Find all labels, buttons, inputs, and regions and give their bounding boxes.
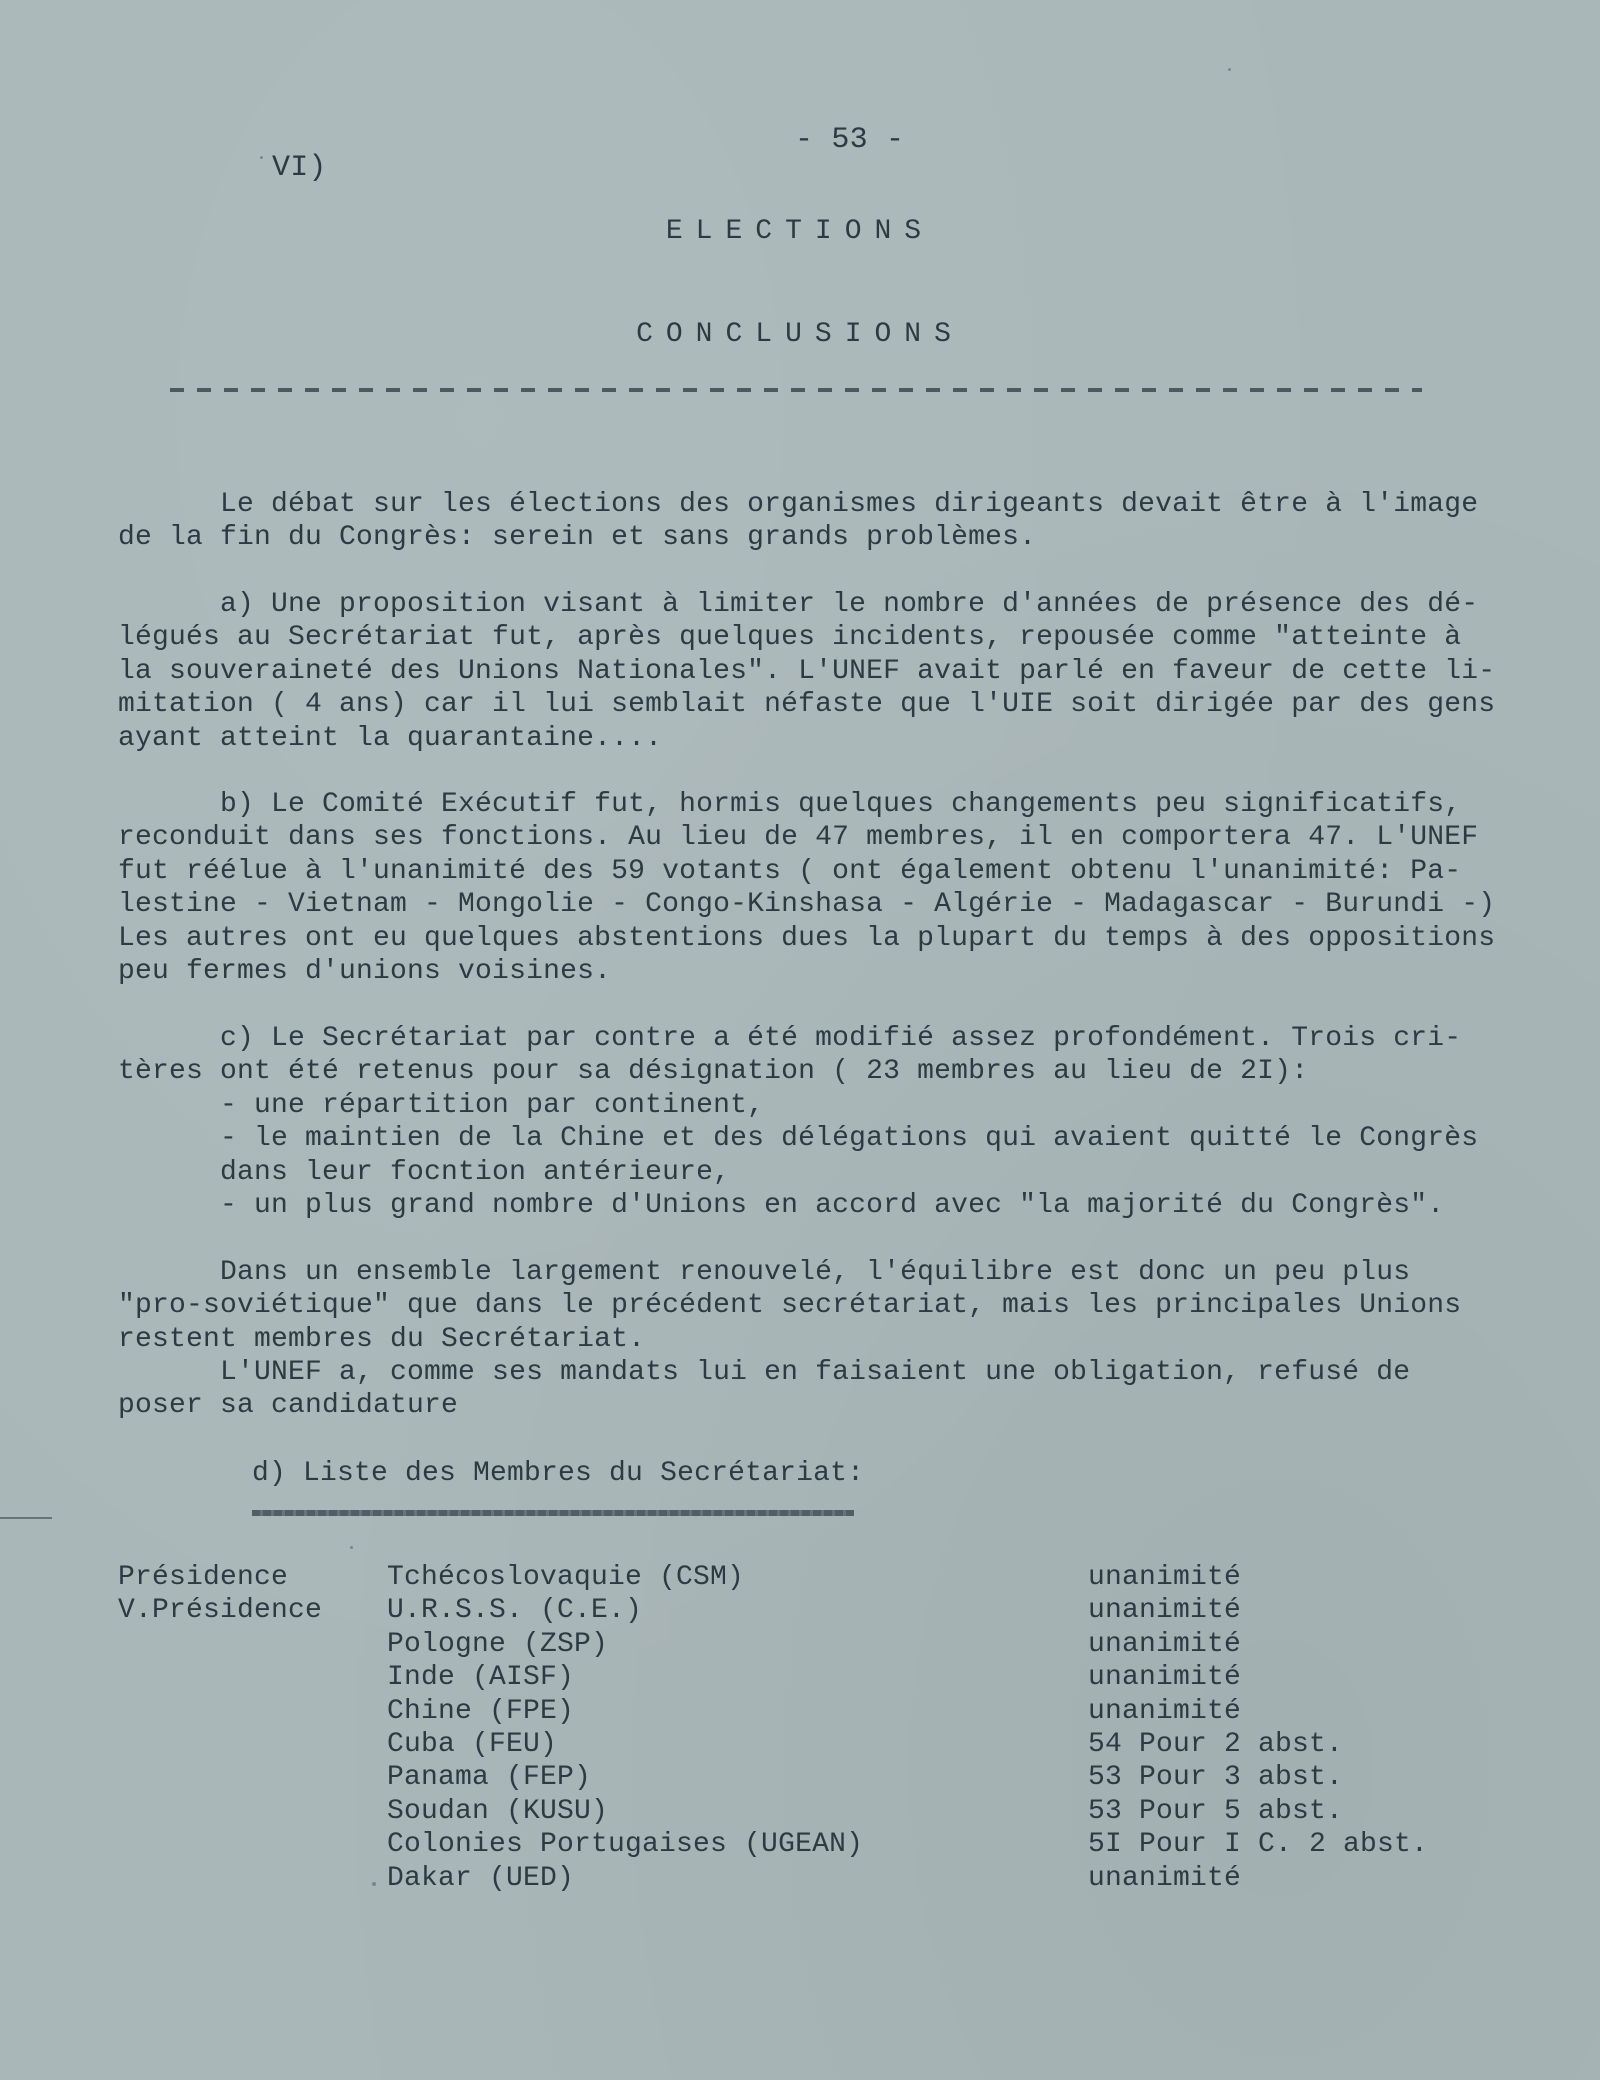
country-cell: Panama (FEP) xyxy=(387,1762,592,1794)
paragraph-a xyxy=(118,588,1498,755)
title-elections: ELECTIONS xyxy=(665,216,935,247)
text-line: Les autres ont eu quelques abstentions dues la plupart du temps à des oppositions xyxy=(118,922,1496,954)
text-line: mitation ( 4 ans) car il lui semblait néfaste que l'UIE soit dirigée par des gens xyxy=(118,689,1496,721)
country-cell: Cuba (FEU) xyxy=(387,1728,558,1760)
text-line: b) Le Comité Exécutif fut, hormis quelques changements peu significatifs, xyxy=(118,789,1462,820)
role-cell: Présidence xyxy=(118,1562,289,1593)
title-conclusions: CONCLUSIONS xyxy=(636,319,964,350)
text-line: ayant atteint la quarantaine.... xyxy=(118,722,663,754)
members-table xyxy=(0,1561,1600,1895)
vote-cell: unanimité xyxy=(1088,1695,1242,1727)
text-line: "pro-soviétique" que dans le précédent secrétariat, mais les principales Unions xyxy=(118,1290,1462,1322)
vote-cell: 54 Pour 2 abst. xyxy=(1088,1728,1344,1760)
list-item: - le maintien de la Chine et des délégations qui avaient quitté le Congrès xyxy=(118,1123,1479,1155)
vote-cell: unanimité xyxy=(1088,1628,1242,1660)
text-line: L'UNEF a, comme ses mandats lui en faisaient une obligation, refusé de xyxy=(118,1357,1411,1388)
paragraph-unef-candidacy xyxy=(118,1356,1498,1423)
country-cell: U.R.S.S. (C.E.) xyxy=(387,1595,643,1627)
table-row xyxy=(0,1561,1600,1594)
text-line: la souveraineté des Unions Nationales". L'UNEF avait parlé en faveur de cette li- xyxy=(118,655,1496,687)
text-line: a) Une proposition visant à limiter le nombre d'années de présence des dé- xyxy=(118,589,1479,620)
members-heading: d) Liste des Membres du Secrétariat: xyxy=(252,1458,865,1489)
text-line: lestine - Vietnam - Mongolie - Congo-Kinshasa - Algérie - Madagascar - Burundi -) xyxy=(118,889,1496,921)
list-item: dans leur focntion antérieure, xyxy=(118,1156,731,1188)
paper-speck xyxy=(260,156,263,159)
margin-mark xyxy=(0,1517,52,1519)
text-line: c) Le Secrétariat par contre a été modifié assez profondément. Trois cri- xyxy=(118,1023,1462,1054)
text-line: tères ont été retenus pour sa désignation ( 23 membres au lieu de 2I): xyxy=(118,1056,1309,1088)
intro-paragraph xyxy=(118,488,1498,555)
text-line: reconduit dans ses fonctions. Au lieu de 47 membres, il en comportera 47. L'UNEF xyxy=(118,822,1479,854)
paper-speck xyxy=(350,1546,353,1549)
list-item: - un plus grand nombre d'Unions en accord avec "la majorité du Congrès". xyxy=(118,1190,1445,1222)
table-row xyxy=(0,1728,1600,1761)
table-row xyxy=(0,1761,1600,1794)
text-line: de la fin du Congrès: serein et sans grands problèmes. xyxy=(118,522,1037,554)
vote-cell: unanimité xyxy=(1088,1562,1242,1593)
vote-cell: unanimité xyxy=(1088,1862,1242,1894)
table-row xyxy=(0,1795,1600,1828)
country-cell: Colonies Portugaises (UGEAN) xyxy=(387,1829,864,1861)
vote-cell: unanimité xyxy=(1088,1662,1242,1694)
text-line: Le débat sur les élections des organismes dirigeants devait être à l'image xyxy=(118,489,1479,520)
country-cell: Pologne (ZSP) xyxy=(387,1628,609,1660)
country-cell: Chine (FPE) xyxy=(387,1695,575,1727)
table-row xyxy=(0,1594,1600,1627)
text-line: poser sa candidature xyxy=(118,1390,459,1422)
page-number: - 53 - xyxy=(795,123,905,157)
text-line: peu fermes d'unions voisines. xyxy=(118,956,612,988)
paragraph-b xyxy=(118,788,1498,988)
paragraph-c xyxy=(118,1022,1498,1222)
section-number: VI) xyxy=(272,151,327,185)
vote-cell: 53 Pour 3 abst. xyxy=(1088,1762,1344,1794)
vote-cell: 5I Pour I C. 2 abst. xyxy=(1088,1829,1429,1861)
table-row xyxy=(0,1628,1600,1661)
list-item: - une répartition par continent, xyxy=(118,1089,765,1121)
text-line: Dans un ensemble largement renouvelé, l'équilibre est donc un peu plus xyxy=(118,1257,1411,1288)
vote-cell: unanimité xyxy=(1088,1595,1242,1627)
table-row xyxy=(0,1661,1600,1694)
country-cell: Dakar (UED) xyxy=(387,1862,575,1894)
table-row xyxy=(0,1695,1600,1728)
role-cell: V.Présidence xyxy=(118,1595,323,1627)
text-line: fut réélue à l'unanimité des 59 votants ( ont également obtenu l'unanimité: Pa- xyxy=(118,855,1462,887)
country-cell: Soudan (KUSU) xyxy=(387,1795,609,1827)
paper-speck xyxy=(372,1882,376,1886)
text-line: restent membres du Secrétariat. xyxy=(118,1323,646,1355)
table-row xyxy=(0,1828,1600,1861)
text-line: légués au Secrétariat fut, après quelques incidents, repousée comme "atteinte à xyxy=(118,622,1462,654)
vote-cell: 53 Pour 5 abst. xyxy=(1088,1795,1344,1827)
paragraph-balance xyxy=(118,1256,1498,1356)
paper-speck xyxy=(1228,68,1231,71)
country-cell: Inde (AISF) xyxy=(387,1662,575,1694)
table-row xyxy=(0,1862,1600,1895)
heading-underline xyxy=(252,1510,854,1516)
dashed-separator xyxy=(170,388,1422,392)
country-cell: Tchécoslovaquie (CSM) xyxy=(387,1562,745,1593)
